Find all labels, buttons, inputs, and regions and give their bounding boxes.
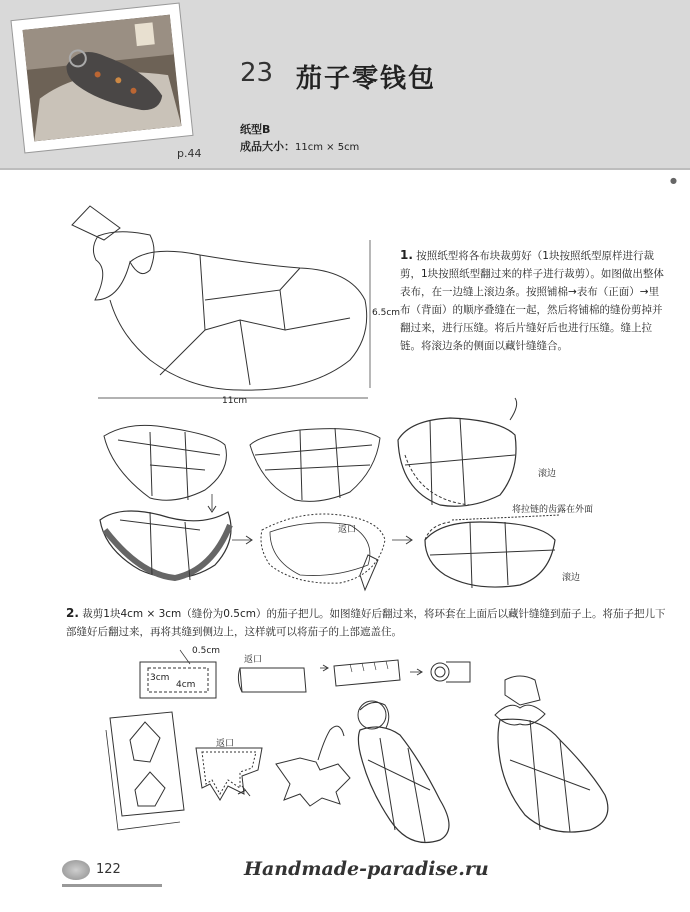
label-3cm: 3cm (150, 673, 170, 683)
finished-size-label: 成品大小： (240, 140, 295, 153)
label-seam-allowance: 0.5cm (192, 646, 221, 656)
leaf-steps-drawing (106, 712, 350, 830)
project-number: 23 (240, 58, 274, 88)
step-2-body: 裁剪1块4cm × 3cm（缝份为0.5cm）的茄子把儿。如图缝好后翻过来，将环套在上面后以藏针缝缝到茄子上。将茄子把儿下部缝好后翻过来，再将其缝到侧边上，这样就可以将茄子的上部遮盖住。 (66, 608, 666, 638)
pattern-label: 纸型B (240, 123, 271, 136)
assembly-drawing (100, 398, 560, 590)
decor-dot: ● (670, 176, 677, 185)
stem-steps-drawing (140, 650, 470, 698)
label-opening-b: 返口 (244, 655, 263, 665)
label-opening-a: 返口 (338, 525, 357, 535)
page-reference: p.44 (177, 147, 202, 160)
button-decoration-icon (62, 860, 90, 880)
watermark: Handmade-paradise.ru (244, 858, 489, 880)
dimension-height: 6.5cm (372, 308, 401, 318)
finished-size-value: 11cm × 5cm (295, 142, 360, 153)
finished-purses-drawing (358, 676, 608, 843)
label-piping-b: 滚边 (562, 573, 581, 583)
footer-rule (62, 884, 162, 887)
dimension-width: 11cm (222, 396, 248, 406)
page-title: 茄子零钱包 (296, 64, 437, 94)
step-2-number: 2. (66, 606, 79, 620)
cut-pieces-drawing (104, 425, 380, 501)
main-pattern-drawing (72, 206, 370, 398)
page-number: 122 (96, 862, 121, 877)
step-1-body: 按照纸型将各布块裁剪好（1块按照纸型原样进行裁剪，1块按照纸型翻过来的样子进行裁剪）。如图做出整体表布，在一边缝上滚边条。按照铺棉→表布（正面）→里布（背面）的顺序叠缝在一起，然后将铺棉的缝份剪掉并翻过来，进行压缝。将后片缝好后也进行压缝。缝上拉链。将滚边条的侧面以藏针缝缝合。 (400, 250, 664, 352)
label-opening-c: 返口 (216, 739, 235, 749)
step-1-number: 1. (400, 248, 413, 262)
step-2-text (66, 604, 666, 641)
label-piping-a: 滚边 (538, 469, 557, 479)
step-1-text (400, 246, 668, 355)
label-4cm: 4cm (176, 680, 196, 690)
label-zipper-note: 将拉链的齿露在外面 (512, 505, 594, 515)
